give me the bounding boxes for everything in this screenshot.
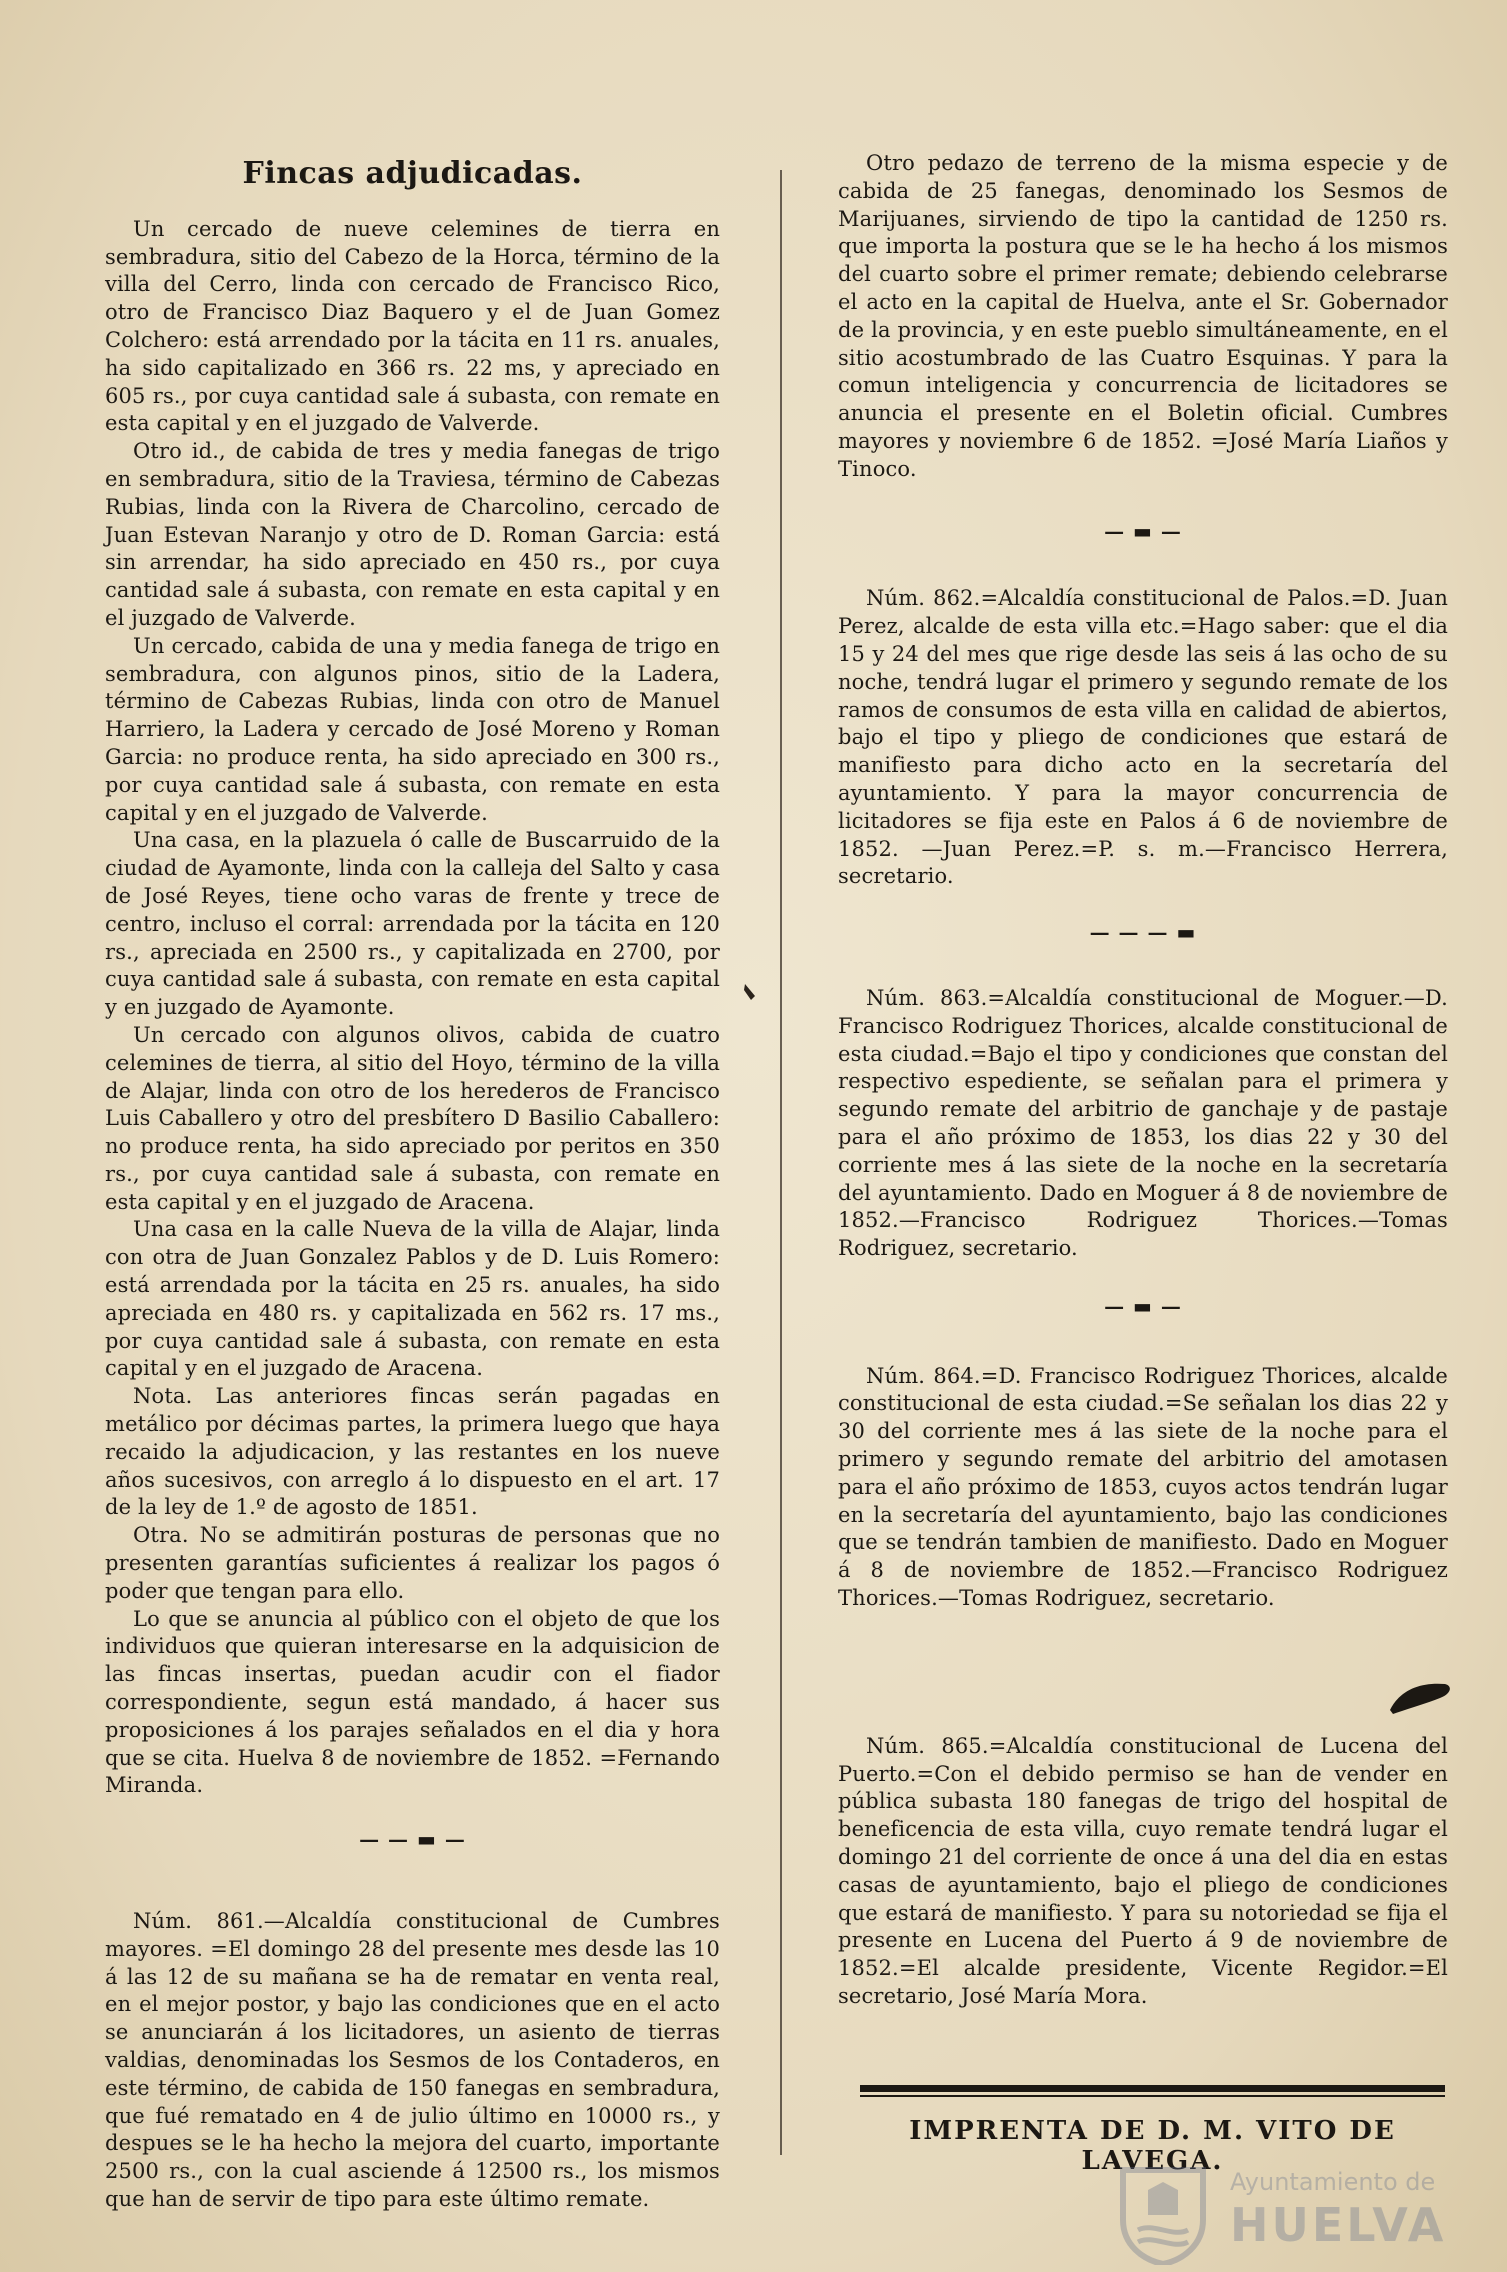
section-heading: Fincas adjudicadas.	[242, 156, 583, 191]
notice-865: Núm. 865.=Alcaldía constitucional de Lucena del Puerto.=Con el debido permiso se han de vender en pública subasta 180 fanegas de trigo del hospital de beneficencia de esta villa, cuyo remate tendrá lugar el domingo 21 del corriente de once á una del dia en estas casas de ayuntamiento, bajo el pliego de condiciones que estará de manifiesto. Y para su notoriedad se fija el presente en Lucena del Puerto á 9 de noviembre de 1852.=El alcalde presidente, Vicente Regidor.=El secretario, José María Mora.	[838, 1733, 1448, 2009]
separator: — ▬ —	[1104, 518, 1182, 543]
paragraph-finca-4: Una casa, en la plazuela ó calle de Buscarruido de la ciudad de Ayamonte, linda con la calleja del Salto y casa de José Reyes, tiene ocho varas de frente y trece de centro, incluso el corral: arrendada por la tácita en 120 rs., apreciada en 2500 rs., y capitalizada en 2700, por cuya cantidad sale á subasta, con remate en esta capital y en juzgado de Ayamonte.	[105, 828, 720, 1020]
watermark-line2: HUELVA	[1230, 2198, 1447, 2252]
paragraph-nota: Nota. Las anteriores fincas serán pagadas en metálico por décimas partes, la primera luego que haya recaido la adjudicacion, y las restantes en los nueve años sucesivos, con arreglo á lo dispuesto en el art. 17 de la ley de 1.º de agosto de 1851.	[105, 1384, 720, 1520]
notice-861: Núm. 861.—Alcaldía constitucional de Cumbres mayores. =El domingo 28 del presente mes desde las 10 á las 12 de su mañana se ha de rematar en venta real, en el mejor postor, y bajo las condiciones que en el acto se anunciarán á los licitadores, un asiento de tierras valdias, denominadas los Sesmos de los Contaderos, en este término, de cabida de 150 fanegas en sembradura, que fué rematado en 4 de julio último en 10000 rs., y despues se le ha hecho la mejora del cuarto, importante 2500 rs., con la cual asciende á 12500 rs., los mismos que han de servir de tipo para este último remate.	[105, 1909, 720, 2211]
paragraph-finca-6: Una casa en la calle Nueva de la villa de Alajar, linda con otra de Juan Gonzalez Pablos y de D. Luis Romero: está arrendada por la tácita en 25 rs. anuales, ha sido apreciada en 480 rs. y capitalizada en 562 rs. 17 ms., por cuya cantidad sale á subasta, con remate en esta capital y en el juzgado de Aracena.	[105, 1217, 720, 1381]
coat-of-arms-icon	[1108, 2160, 1218, 2265]
paragraph-otra: Otra. No se admitirán posturas de personas que no presenten garantías suficientes á realizar los pagos ó poder que tengan para ello.	[105, 1523, 720, 1603]
paragraph-finca-1: Un cercado de nueve celemines de tierra en sembradura, sitio del Cabezo de la Horca, término de la villa del Cerro, linda con cercado de Francisco Rico, otro de Francisco Diaz Baquero y el de Juan Gomez Colchero: está arrendado por la tácita en 11 rs. anuales, ha sido capitalizado en 366 rs. 22 ms, y apreciado en 605 rs., por cuya cantidad sale á subasta, con remate en esta capital y en el juzgado de Valverde.	[105, 216, 720, 436]
separator: — ▬ —	[1104, 1293, 1182, 1318]
footer-rule	[860, 2085, 1445, 2092]
separator: — — ▬ —	[359, 1827, 466, 1852]
printer-imprint: IMPRENTA DE D. M. VITO DE LAVEGA.	[909, 2116, 1396, 2176]
separator: — — — ▬	[1089, 920, 1197, 945]
paragraph-finca-5: Un cercado con algunos olivos, cabida de cuatro celemines de tierra, al sitio del Hoyo, término de la villa de Alajar, linda con otro de los herederos de Francisco Luis Caballero y otro del presbítero D Basilio Caballero: no produce renta, ha sido apreciado por peritos en 350 rs., por cuya cantidad sale á subasta, con remate en esta capital y en el juzgado de Aracena.	[105, 1022, 720, 1214]
paragraph-finca-2: Otro id., de cabida de tres y media fanegas de trigo en sembradura, sitio de la Traviesa, término de Cabezas Rubias, linda con la Rivera de Charcolino, cercado de Juan Estevan Naranjo y otro de D. Roman Garcia: está sin arrendar, ha sido apreciado en 450 rs., por cuya cantidad sale á subasta, con remate en esta capital y en el juzgado de Valverde.	[105, 439, 720, 630]
paragraph-finca-3: Un cercado, cabida de una y media fanega de trigo en sembradura, con algunos pinos, sitio de la Ladera, término de Cabezas Rubias, linda con otro de Manuel Harriero, la Ladera y cercado de José Moreno y Roman Garcia: no produce renta, ha sido apreciado en 300 rs., por cuya cantidad sale á subasta, con remate en esta capital y en el juzgado de Valverde.	[105, 633, 720, 825]
notice-862: Núm. 862.=Alcaldía constitucional de Palos.=D. Juan Perez, alcalde de esta villa etc.=Hago saber: que el dia 15 y 24 del mes que rige desde las seis á las ocho de su noche, tendrá lugar el primero y segundo remate de los ramos de consumos de esta villa en calidad de abiertos, bajo el tipo y pliego de condiciones que estará de manifiesto para dicho acto en la secretaría del ayuntamiento. Y para la mayor concurrencia de licitadores se fija este en Palos á 6 de noviembre de 1852. —Juan Perez.=P. s. m.—Francisco Herrera, secretario.	[838, 586, 1448, 889]
ink-speck	[742, 982, 758, 1002]
continuation-paragraph: Otro pedazo de terreno de la misma especie y de cabida de 25 fanegas, denominado los Sesmos de Marijuanes, sirviendo de tipo la cantidad de 1250 rs. que importa la postura que se le ha hecho á los mismos del cuarto sobre el primer remate; debiendo celebrarse el acto en la capital de Huelva, ante el Sr. Gobernador de la provincia, y en este pueblo simultáneamente, en el sitio acostumbrado de las Cuatro Esquinas. Y para la comun inteligencia y concurrencia de licitadores se anuncia el presente en el Boletin oficial. Cumbres mayores y noviembre 6 de 1852. =José María Liaños y Tinoco.	[838, 151, 1448, 481]
paragraph-closing: Lo que se anuncia al público con el objeto de que los individuos que quieran interesarse en la adquisicion de las fincas insertas, puedan acudir con el fiador correspondiente, segun está mandado, á hacer sus proposiciones á los parajes señalados en el dia y hora que se cita. Huelva 8 de noviembre de 1852. =Fernando Miranda.	[105, 1606, 720, 1798]
left-column	[105, 150, 720, 2214]
column-divider	[780, 170, 782, 2155]
notice-863: Núm. 863.=Alcaldía constitucional de Moguer.—D. Francisco Rodriguez Thorices, alcalde constitucional de esta ciudad.=Bajo el tipo y condiciones que constan del respectivo espediente, se señalan para el primera y segundo remate del arbitrio de ganchaje y de pastaje para el año próximo de 1853, los dias 22 y 30 del corriente mes á las siete de la noche en la secretaría del ayuntamiento. Dado en Moguer á 8 de noviembre de 1852.—Francisco Rodriguez Thorices.—Tomas Rodriguez, secretario.	[838, 985, 1448, 1261]
right-column	[838, 150, 1448, 2011]
watermark-line1: Ayuntamiento de	[1230, 2168, 1436, 2196]
notice-864: Núm. 864.=D. Francisco Rodriguez Thorices, alcalde constitucional de esta ciudad.=Se señalan los dias 22 y 30 del corriente mes á las siete de la noche para el primero y segundo remate del arbitrio del amotasen para el año próximo de 1853, cuyos actos tendrán lugar en la secretaría del ayuntamiento, bajo las condiciones que se tendrán tambien de manifiesto. Dado en Moguer á 8 de noviembre de 1852.—Francisco Rodriguez Thorices.—Tomas Rodriguez, secretario.	[838, 1363, 1448, 1611]
footer-rule-thin	[860, 2095, 1445, 2097]
ink-blot-mark	[1385, 1680, 1455, 1716]
